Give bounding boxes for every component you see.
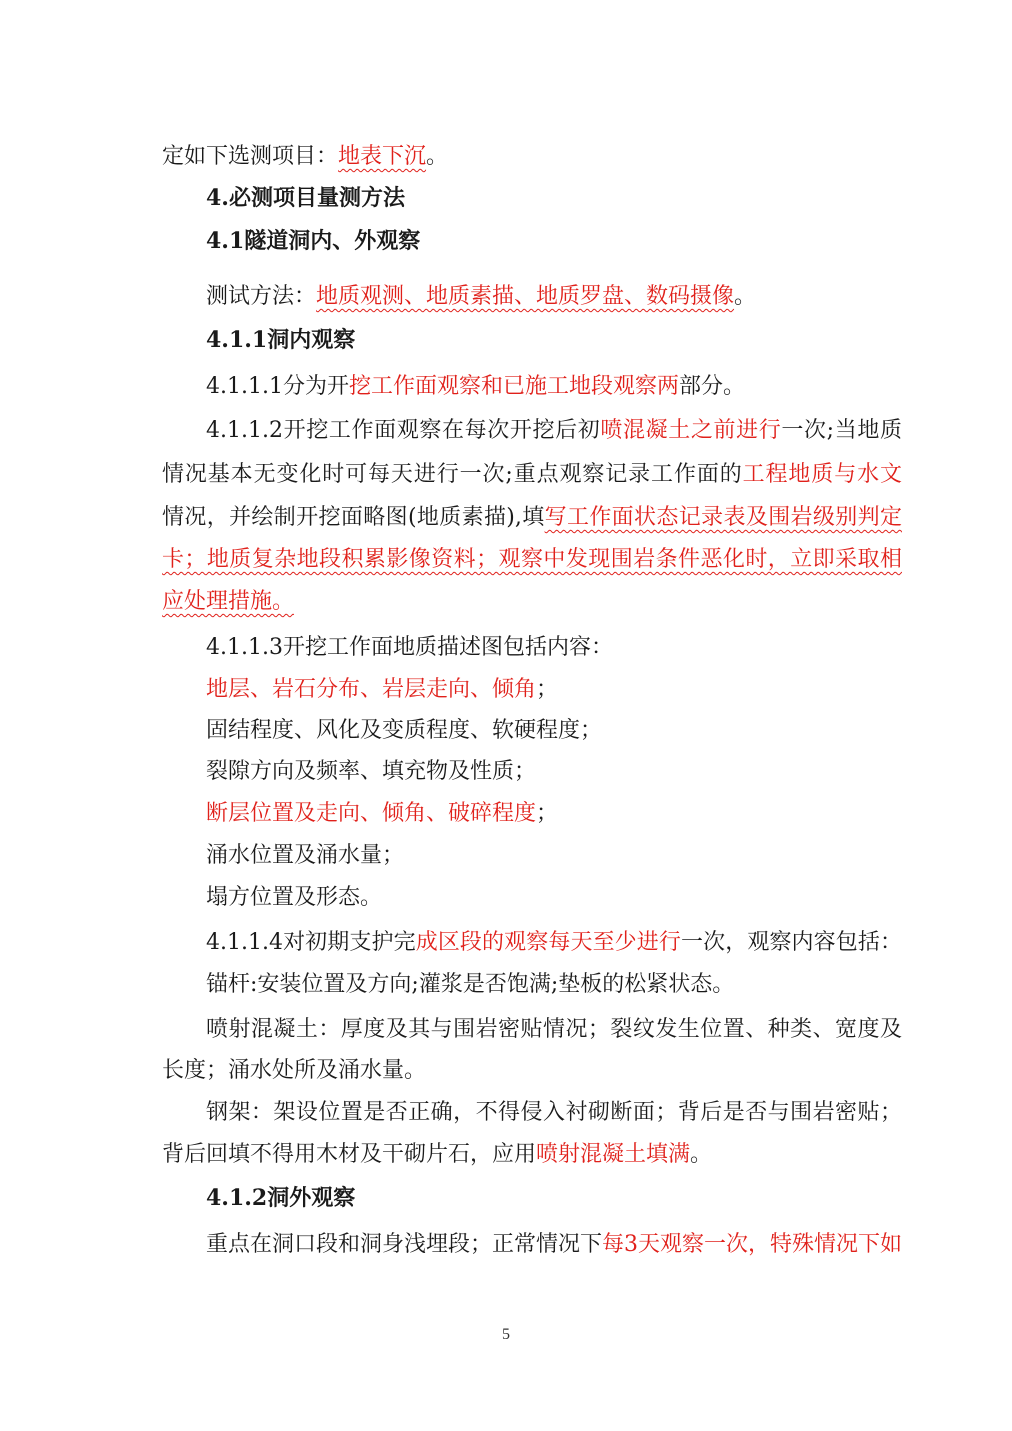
- list-item: 固结程度、风化及变质程度、软硬程度；: [206, 718, 603, 743]
- steel-frame-line2: 背后回填不得用木材及干砌片石，应用喷射混凝土填满。: [162, 1142, 713, 1167]
- paragraph-4-1-1-1: 4.1.1.1分为开挖工作面观察和已施工地段观察两部分。: [206, 374, 745, 399]
- list-item: 断层位置及走向、倾角、破碎程度；: [206, 801, 559, 826]
- page-number: 5: [502, 1326, 510, 1343]
- text-line: 定如下选测项目：地表下沉。: [162, 144, 449, 169]
- test-method-line: 测试方法：地质观测、地质素描、地质罗盘、数码摄像。: [206, 284, 757, 309]
- section-heading-4-1: 4.1隧道洞内、外观察: [206, 228, 421, 254]
- paragraph-4-1-1-2-line1: 4.1.1.2开挖工作面观察在每次开挖后初喷混凝土之前进行一次;当地质: [206, 418, 902, 443]
- list-item: 裂隙方向及频率、填充物及性质；: [206, 759, 537, 784]
- list-item: 塌方位置及形态。: [206, 885, 383, 910]
- paragraph-4-1-1-2-line4: 卡；地质复杂地段积累影像资料；观察中发现围岩条件恶化时，立即采取相: [162, 547, 902, 572]
- list-item: 涌水位置及涌水量；: [206, 843, 405, 868]
- shotcrete-line1: 喷射混凝土：厚度及其与围岩密贴情况；裂纹发生位置、种类、宽度及: [206, 1017, 902, 1042]
- steel-frame-line1: 钢架：架设位置是否正确，不得侵入衬砌断面；背后是否与围岩密贴；: [206, 1100, 902, 1125]
- paragraph-outside-observation: 重点在洞口段和洞身浅埋段；正常情况下每3天观察一次，特殊情况下如: [206, 1232, 903, 1257]
- paragraph-4-1-1-2-line2: 情况基本无变化时可每天进行一次;重点观察记录工作面的工程地质与水文: [162, 462, 902, 487]
- paragraph-4-1-1-3: 4.1.1.3开挖工作面地质描述图包括内容：: [206, 635, 613, 660]
- section-heading-4-1-1: 4.1.1洞内观察: [206, 327, 356, 353]
- shotcrete-line2: 长度；涌水处所及涌水量。: [162, 1058, 427, 1083]
- paragraph-4-1-1-4: 4.1.1.4对初期支护完成区段的观察每天至少进行一次，观察内容包括：: [206, 930, 902, 955]
- paragraph-4-1-1-2-line3: 情况，并绘制开挖面略图(地质素描),填写工作面状态记录表及围岩级别判定: [162, 505, 902, 530]
- paragraph-4-1-1-2-line5: 应处理措施。: [162, 589, 295, 614]
- list-item: 地层、岩石分布、岩层走向、倾角；: [206, 677, 559, 702]
- anchor-bolt-line: 锚杆:安装位置及方向;灌浆是否饱满;垫板的松紧状态。: [206, 972, 735, 997]
- section-heading-4-1-2: 4.1.2洞外观察: [206, 1185, 356, 1211]
- section-heading-4: 4.必测项目量测方法: [206, 185, 405, 211]
